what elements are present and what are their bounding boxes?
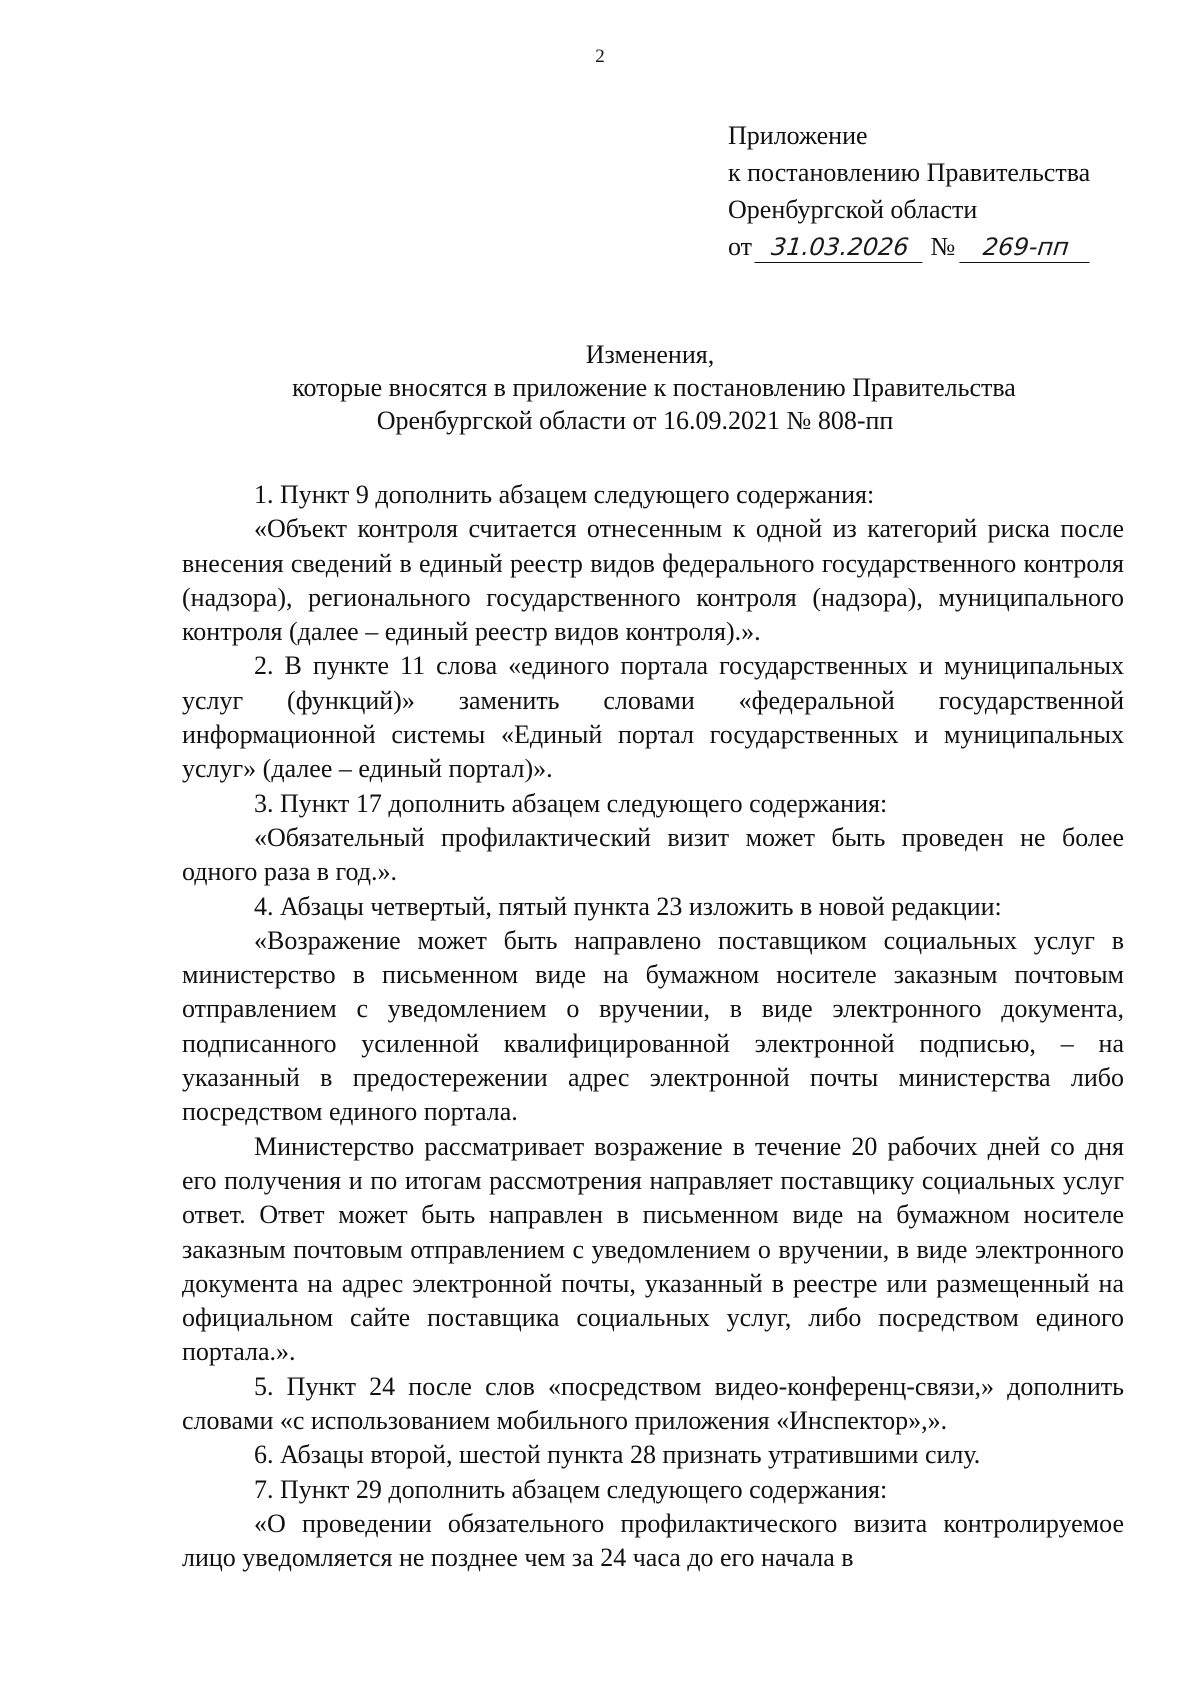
appendix-date-line	[728, 228, 1091, 265]
handwritten-date: 31.03.2026	[754, 232, 925, 263]
paragraph: «Возражение может быть направлено поставщиком социальных услуг в министерство в письменном виде на бумажном носителе заказным почтовым отправлением с уведомлением о вручении, в виде электронного документа, подписанного усиленной квалифицированной электронной подписью, – на указанный в предостережении адрес электронной почты министерства либо посредством единого портала.	[182, 925, 1124, 1127]
paragraph: 7. Пункт 29 дополнить абзацем следующего содержания:	[254, 1474, 888, 1504]
document-body	[182, 478, 1124, 1576]
appendix-line-2: к постановлению Правительства	[728, 158, 1091, 187]
appendix-line-1: Приложение	[728, 121, 868, 150]
document-title	[0, 338, 1200, 437]
paragraph: 1. Пункт 9 дополнить абзацем следующего содержания:	[254, 480, 875, 509]
title-line-2: которые вносятся в приложение к постановлению Правительства	[292, 373, 1016, 402]
handwritten-number: 269-пп	[960, 232, 1093, 263]
paragraph: 4. Абзацы четвертый, пятый пункта 23 изложить в новой редакции:	[254, 891, 1002, 921]
paragraph: «О проведении обязательного профилактического визита контролируемое лицо уведомляется не позднее чем за 24 часа до его начала в	[182, 1508, 1124, 1573]
paragraph: 3. Пункт 17 дополнить абзацем следующего содержания:	[254, 788, 888, 818]
appendix-line-3: Оренбургской области	[728, 195, 978, 224]
date-prefix: от	[728, 232, 753, 261]
paragraph: 6. Абзацы второй, шестой пункта 28 признать утратившими силу.	[254, 1440, 981, 1470]
title-line-3: Оренбургской области от 16.09.2021 № 808-пп	[376, 406, 894, 435]
paragraph: 5. Пункт 24 после слов «посредством видео-конференц-связи,» дополнить словами «с использованием мобильного приложения «Инспектор»,».	[182, 1371, 1124, 1436]
paragraph: 2. В пункте 11 слова «единого портала государственных и муниципальных услуг (функций)» заменить словами «федеральной государственной информационной системы «Единый портал государственных и муниципальных услуг» (далее – единый портал)».	[182, 651, 1124, 784]
paragraph: «Обязательный профилактический визит может быть проведен не более одного раза в год.».	[182, 822, 1124, 887]
paragraph: Министерство рассматривает возражение в течение 20 рабочих дней со дня его получения и по итогам рассмотрения направляет поставщику социальных услуг ответ. Ответ может быть направлен в письменном виде на бумажном носителе заказным почтовым отправлением с уведомлением о вручении, в виде электронного документа на адрес электронной почты, указанный в реестре или размещенный на официальном сайте поставщика социальных услуг, либо посредством единого портала.».	[182, 1131, 1124, 1367]
title-line-1: Изменения,	[585, 340, 715, 369]
paragraph: «Объект контроля считается отнесенным к одной из категорий риска после внесения сведений в единый реестр видов федерального государственного контроля (надзора), регионального государственного контроля (надзора), муниципального контроля (далее – единый реестр видов контроля).».	[182, 514, 1124, 647]
page-number: 2	[595, 46, 605, 67]
appendix-block	[728, 117, 1091, 265]
number-sign: №	[930, 232, 956, 261]
